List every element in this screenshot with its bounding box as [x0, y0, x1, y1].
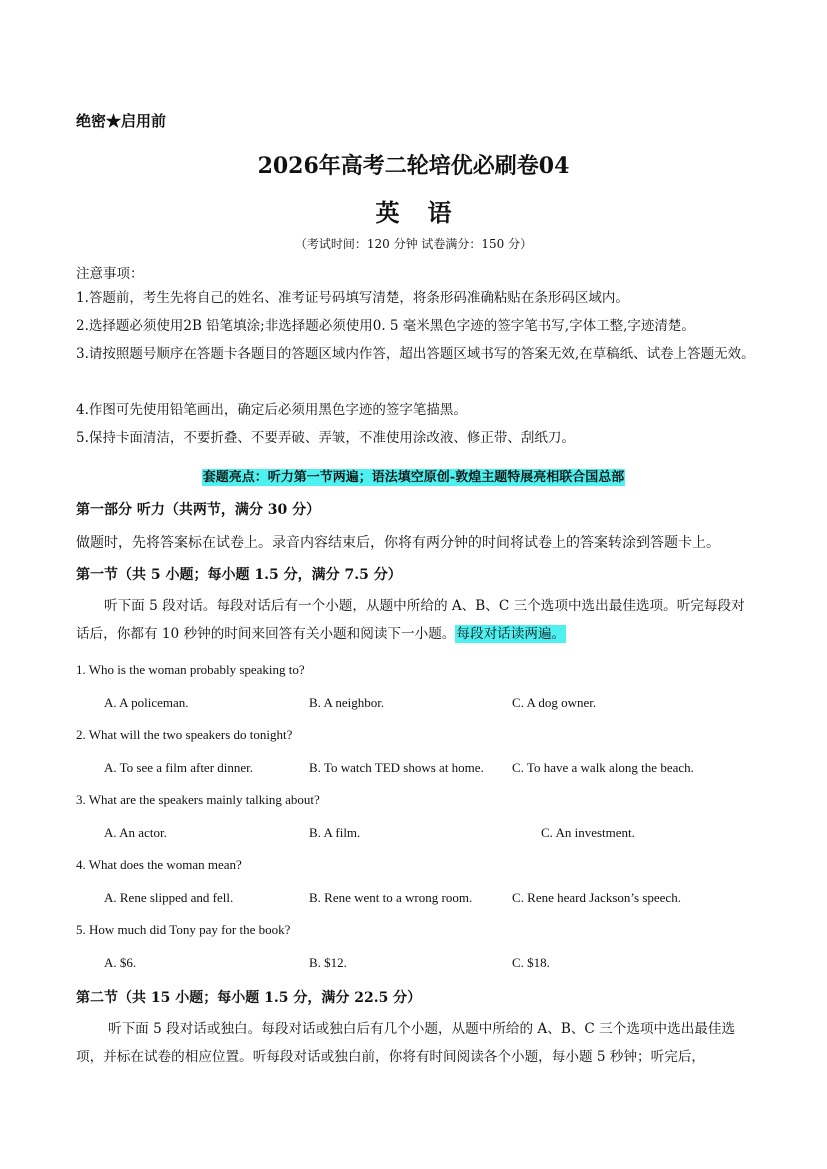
- question-5-option-a: A. $6.: [104, 955, 137, 970]
- section2-title: 第二节（共 15 小题；每小题 1.5 分，满分 22.5 分）: [76, 990, 422, 1006]
- question-5: 5. How much did Tony pay for the book?: [76, 922, 291, 937]
- note-item: 3.请按照题号顺序在答题卡各题目的答题区域内作答，超出答题区域书写的答案无效,在草稿纸、试卷上答题无效。: [76, 346, 755, 362]
- section1-instructions-text: 听下面 5 段对话。每段对话后有一个小题，从题中所给的 A、B、C 三个选项中选出最佳选项。听完每段对话后，你都有 10 秒钟的时间来回答有关小题和阅读下一小题。: [76, 598, 745, 642]
- question-5-option-b: B. $12.: [309, 955, 347, 970]
- part1-title: 第一部分 听力（共两节，满分 30 分）: [76, 502, 321, 518]
- question-4-option-a: A. Rene slipped and fell.: [104, 890, 234, 905]
- section1-instructions: [76, 592, 756, 648]
- question-4-option-b: B. Rene went to a wrong room.: [309, 890, 473, 905]
- question-1-option-c: C. A dog owner.: [512, 695, 597, 710]
- part1-intro: 做题时，先将答案标在试卷上。录音内容结束后，你将有两分钟的时间将试卷上的答案转涂到答题卡上。: [76, 535, 720, 551]
- question-2-option-c: C. To have a walk along the beach.: [512, 760, 694, 775]
- question-1-option-b: B. A neighbor.: [309, 695, 385, 710]
- question-3-option-a: A. An actor.: [104, 825, 167, 840]
- question-1: 1. Who is the woman probably speaking to?: [76, 662, 305, 677]
- question-4-option-c: C. Rene heard Jackson’s speech.: [512, 890, 681, 905]
- question-5-option-c: C. $18.: [512, 955, 550, 970]
- note-item: 1.答题前，考生先将自己的姓名、准考证号码填写清楚，将条形码准确粘贴在条形码区域内。: [76, 290, 629, 306]
- highlight-banner-text: 套题亮点：听力第一节两遍；语法填空原创-敦煌主题特展亮相联合国总部: [202, 470, 625, 485]
- question-3: 3. What are the speakers mainly talking about?: [76, 792, 320, 807]
- question-2-option-b: B. To watch TED shows at home.: [309, 760, 484, 775]
- section1-title: 第一节（共 5 小题；每小题 1.5 分，满分 7.5 分）: [76, 567, 402, 583]
- notes-heading: 注意事项：: [76, 266, 144, 282]
- subject-title: 英语: [375, 198, 480, 227]
- section2-instructions: 听下面 5 段对话或独白。每段对话或独白后有几个小题，从题中所给的 A、B、C 三个选项中选出最佳选项，并标在试卷的相应位置。听每段对话或独白前，你将有时间阅读各个小题，每小题 5 秒钟；听完后，: [76, 1021, 736, 1065]
- note-item: 2.选择题必须使用2B 铅笔填涂;非选择题必须使用0. 5 毫米黑色字迹的签字笔书写,字体工整,字迹清楚。: [76, 318, 695, 334]
- highlight-banner: [0, 466, 827, 485]
- question-4: 4. What does the woman mean?: [76, 857, 242, 872]
- question-3-option-c: C. An investment.: [541, 825, 635, 840]
- exam-title: 2026年高考二轮培优必刷卷04: [257, 153, 570, 179]
- question-3-option-b: B. A film.: [309, 825, 361, 840]
- question-1-option-a: A. A policeman.: [104, 695, 189, 710]
- section1-instructions-highlight: 每段对话读两遍。: [456, 626, 566, 642]
- question-2: 2. What will the two speakers do tonight?: [76, 727, 293, 742]
- exam-info: （考试时间：120 分钟 试卷满分：150 分）: [294, 237, 533, 251]
- note-item: 5.保持卡面清洁，不要折叠、不要弄破、弄皱，不准使用涂改液、修正带、刮纸刀。: [76, 430, 575, 446]
- note-item: 4.作图可先使用铅笔画出，确定后必须用黑色字迹的签字笔描黑。: [76, 402, 467, 418]
- confidential-label: 绝密★启用前: [76, 112, 167, 130]
- question-2-option-a: A. To see a film after dinner.: [104, 760, 254, 775]
